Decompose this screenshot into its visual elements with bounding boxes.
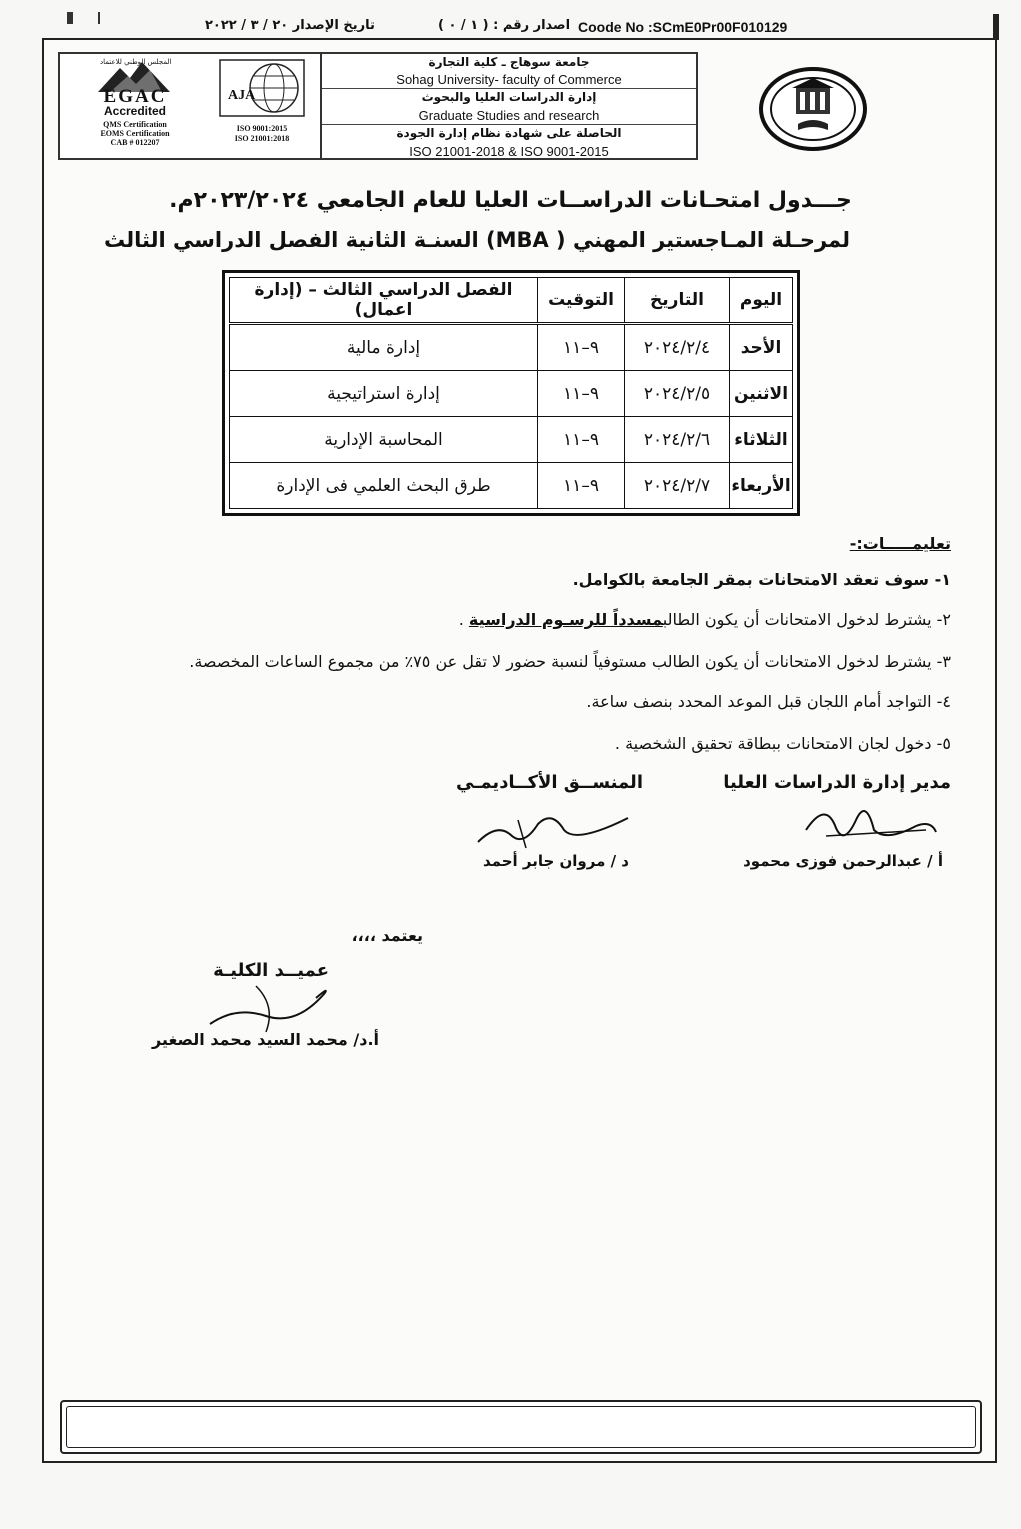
department-name-en: Graduate Studies and research xyxy=(418,108,600,123)
instruction-text: ٢- يشترط لدخول الامتحانات أن يكون الطالب xyxy=(662,610,951,629)
department-name-ar: إدارة الدراسات العليا والبحوث xyxy=(421,90,597,104)
director-signature-icon xyxy=(796,790,946,852)
header-time: التوقيت xyxy=(538,278,625,324)
header-day: اليوم xyxy=(730,278,793,324)
instruction-emphasis: مسدداً للرسـوم الدراسية xyxy=(468,610,663,629)
issue-date: تاريخ الإصدار ٢٠ / ٣ / ٢٠٢٢ xyxy=(205,18,375,33)
instruction-item: ٣- يشترط لدخول الامتحانات أن يكون الطالب مستوفياً لنسبة حضور لا تقل عن ٧٥٪ من مجموع الساعات المخصصة. xyxy=(189,652,951,671)
director-title: مدير إدارة الدراسات العليا xyxy=(723,772,951,793)
egac-accreditation-logo xyxy=(70,56,200,156)
cell-date: ٢٠٢٤/٢/٧ xyxy=(625,463,730,509)
document-title: جـــدول امتحـانات الدراســات العليا للعام الجامعي ٢٠٢٣/٢٠٢٤م. xyxy=(169,188,852,213)
cell-course: المحاسبة الإدارية xyxy=(230,417,538,463)
university-name-en: Sohag University- faculty of Commerce xyxy=(396,72,622,87)
egac-line: EOMS Certification xyxy=(100,129,170,138)
cell-day: الثلاثاء xyxy=(730,417,793,463)
letterhead-text xyxy=(322,52,696,160)
egac-line: CAB # 012207 xyxy=(110,138,160,147)
scan-mark xyxy=(98,12,100,24)
aja-certification-logo xyxy=(212,58,312,156)
instruction-item xyxy=(459,610,951,629)
table-row xyxy=(230,417,793,463)
certification-ar: الحاصلة على شهادة نظام إدارة الجودة xyxy=(396,126,622,140)
university-name-ar: جامعة سوهاج ـ كلية التجارة xyxy=(428,55,590,69)
cell-time: ٩–١١ xyxy=(538,417,625,463)
cell-date: ٢٠٢٤/٢/٥ xyxy=(625,371,730,417)
cell-day: الاثنين xyxy=(730,371,793,417)
cell-course: إدارة مالية xyxy=(230,324,538,371)
dean-name: أ.د/ محمد السيد محمد الصغير xyxy=(151,1030,379,1049)
coordinator-signature-icon xyxy=(468,800,638,856)
cell-time: ٩–١١ xyxy=(538,371,625,417)
instruction-item: ٤- التواجد أمام اللجان قبل الموعد المحدد بنصف ساعة. xyxy=(586,692,951,711)
cell-date: ٢٠٢٤/٢/٤ xyxy=(625,324,730,371)
coordinator-name: د / مروان جابر أحمد xyxy=(482,852,629,870)
instruction-text: . xyxy=(458,610,469,629)
cell-day: الأربعاء xyxy=(730,463,793,509)
scan-mark xyxy=(67,12,73,24)
schedule-grid xyxy=(229,277,793,509)
approval-label: يعتمد ،،،، xyxy=(351,926,423,945)
header-course: الفصل الدراسي الثالث – (إدارة اعمال) xyxy=(230,278,538,324)
table-row xyxy=(230,463,793,509)
exam-schedule-table xyxy=(222,270,800,516)
globe-icon xyxy=(212,58,312,122)
edition-number: اصدار رقم : ( ١ / ٠ ) xyxy=(438,18,571,33)
cell-course: طرق البحث العلمي فى الإدارة xyxy=(230,463,538,509)
egac-accredited: Accredited xyxy=(103,104,167,118)
table-row xyxy=(230,371,793,417)
egac-arabic-arc: المجلس الوطني للاعتماد xyxy=(100,58,172,66)
cell-time: ٩–١١ xyxy=(538,324,625,371)
egac-line: QMS Certification xyxy=(103,120,167,129)
document-footer xyxy=(60,1400,982,1454)
instruction-item: ٥- دخول لجان الامتحانات ببطاقة تحقيق الشخصية . xyxy=(614,734,951,753)
dean-title: عميــد الكليـة xyxy=(213,960,329,981)
table-row xyxy=(230,324,793,371)
document-code: Coode No :SCmE0Pr00F010129 xyxy=(578,19,788,35)
university-seal-logo xyxy=(758,66,868,156)
cell-course: إدارة استراتيجية xyxy=(230,371,538,417)
table-header-row xyxy=(230,278,793,324)
document-subtitle: لمرحـلة المـاجستير المهني ( MBA) السنـة الثانية الفصل الدراسي الثالث xyxy=(104,228,850,252)
instruction-item: ١- سوف تعقد الامتحانات بمقر الجامعة بالكوامل. xyxy=(572,570,951,589)
aja-iso: ISO 9001:2015 xyxy=(236,124,288,133)
egac-title: EGAC xyxy=(103,86,167,107)
instructions-heading: تعليمـــــات:- xyxy=(849,534,951,553)
seal-icon xyxy=(758,66,868,152)
aja-iso: ISO 21001:2018 xyxy=(234,134,290,143)
cell-time: ٩–١١ xyxy=(538,463,625,509)
cell-day: الأحد xyxy=(730,324,793,371)
cell-date: ٢٠٢٤/٢/٦ xyxy=(625,417,730,463)
director-name: أ / عبدالرحمن فوزى محمود xyxy=(743,852,943,870)
dean-signature-icon xyxy=(196,976,346,1038)
certification-en: ISO 21001-2018 & ISO 9001-2015 xyxy=(409,144,609,159)
coordinator-title: المنســق الأكــاديمـي xyxy=(456,772,643,793)
aja-name: AJA xyxy=(228,88,256,103)
scan-mark xyxy=(993,14,999,40)
header-date: التاريخ xyxy=(625,278,730,324)
